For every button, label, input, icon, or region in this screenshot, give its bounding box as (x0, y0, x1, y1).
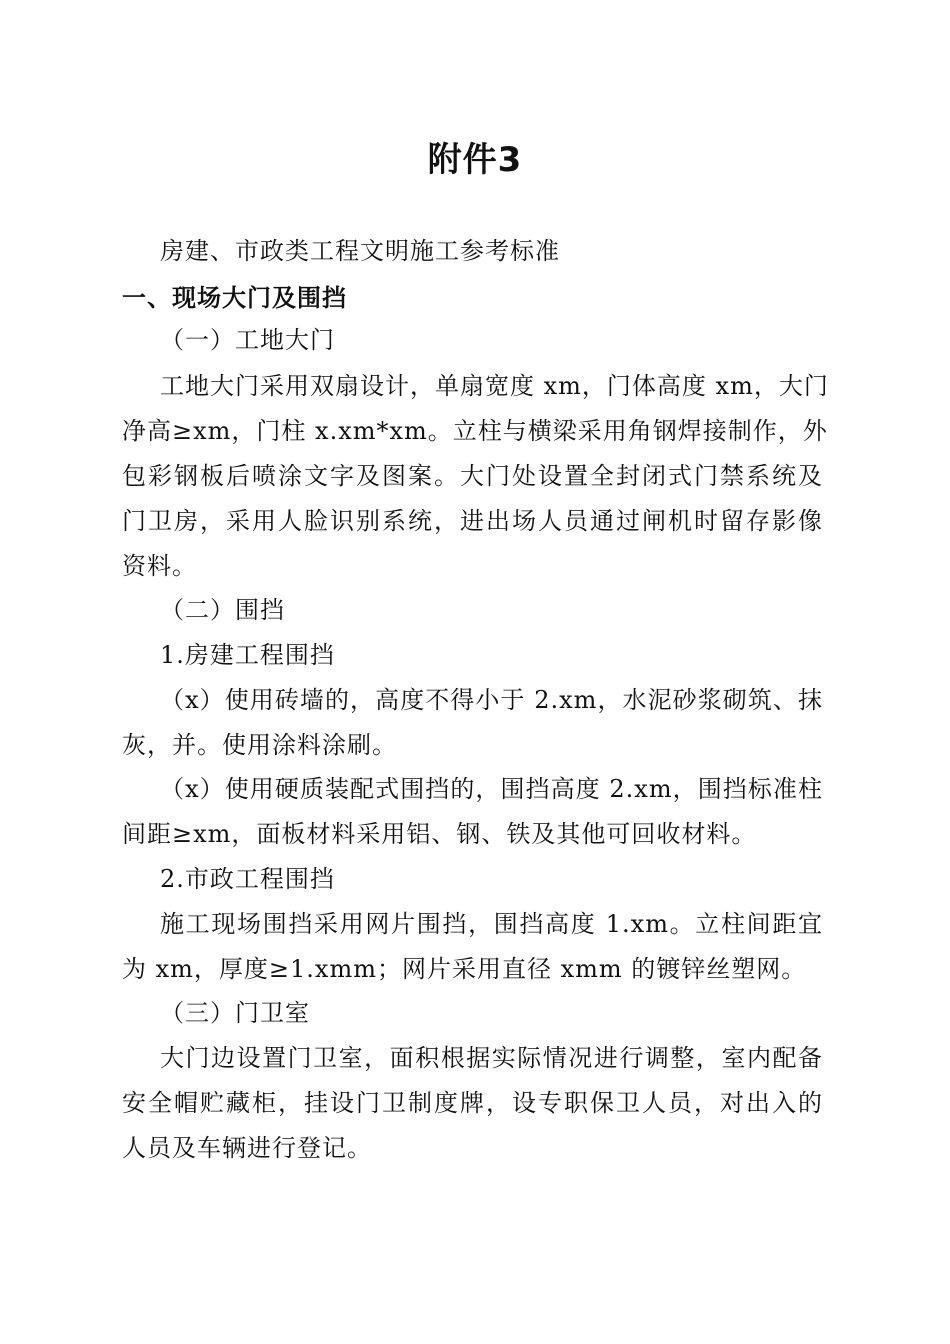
subsection-heading-guardroom: （三）门卫室 (160, 999, 310, 1027)
paragraph-line: 大门边设置门卫室，面积根据实际情况进行调整，室内配备 (160, 1044, 823, 1072)
paragraph-line: 为 xm，厚度≥1.xmm；网片采用直径 xmm 的镀锌丝塑网。 (122, 955, 807, 983)
paragraph-line: 门卫房，采用人脸识别系统，进出场人员通过闸机时留存影像 (122, 507, 823, 535)
paragraph-line: 安全帽贮藏柜，挂设门卫制度牌，设专职保卫人员，对出入的 (122, 1089, 823, 1117)
item-heading-building: 1.房建工程围挡 (160, 641, 335, 669)
paragraph-line: （x）使用砖墙的，高度不得小于 2.xm，水泥砂浆砌筑、抹 (160, 686, 823, 714)
section-heading: 一、现场大门及围挡 (122, 284, 347, 312)
subsection-heading-fence: （二）围挡 (160, 596, 285, 624)
item-heading-municipal: 2.市政工程围挡 (160, 865, 335, 893)
subsection-heading-gate: （一）工地大门 (160, 326, 335, 354)
paragraph-line: 施工现场围挡采用网片围挡，围挡高度 1.xm。立柱间距宜 (160, 910, 823, 938)
paragraph-line: 净高≥xm，门柱 x.xm*xm。立柱与横梁采用角钢焊接制作，外 (122, 417, 828, 445)
paragraph-line: 间距≥xm，面板材料采用铝、钢、铁及其他可回收材料。 (122, 820, 757, 848)
paragraph-line: （x）使用硬质装配式围挡的，围挡高度 2.xm，围挡标准柱 (160, 775, 823, 803)
paragraph-line: 工地大门采用双扇设计，单扇宽度 xm，门体高度 xm，大门 (160, 372, 829, 400)
document-subtitle: 房建、市政类工程文明施工参考标准 (160, 237, 560, 265)
paragraph-line: 包彩钢板后喷涂文字及图案。大门处设置全封闭式门禁系统及 (122, 462, 823, 490)
document-title: 附件3 (427, 140, 523, 180)
paragraph-line: 人员及车辆进行登记。 (122, 1134, 372, 1162)
paragraph-line: 灰，并。使用涂料涂刷。 (122, 731, 397, 759)
paragraph-line: 资料。 (122, 552, 197, 580)
